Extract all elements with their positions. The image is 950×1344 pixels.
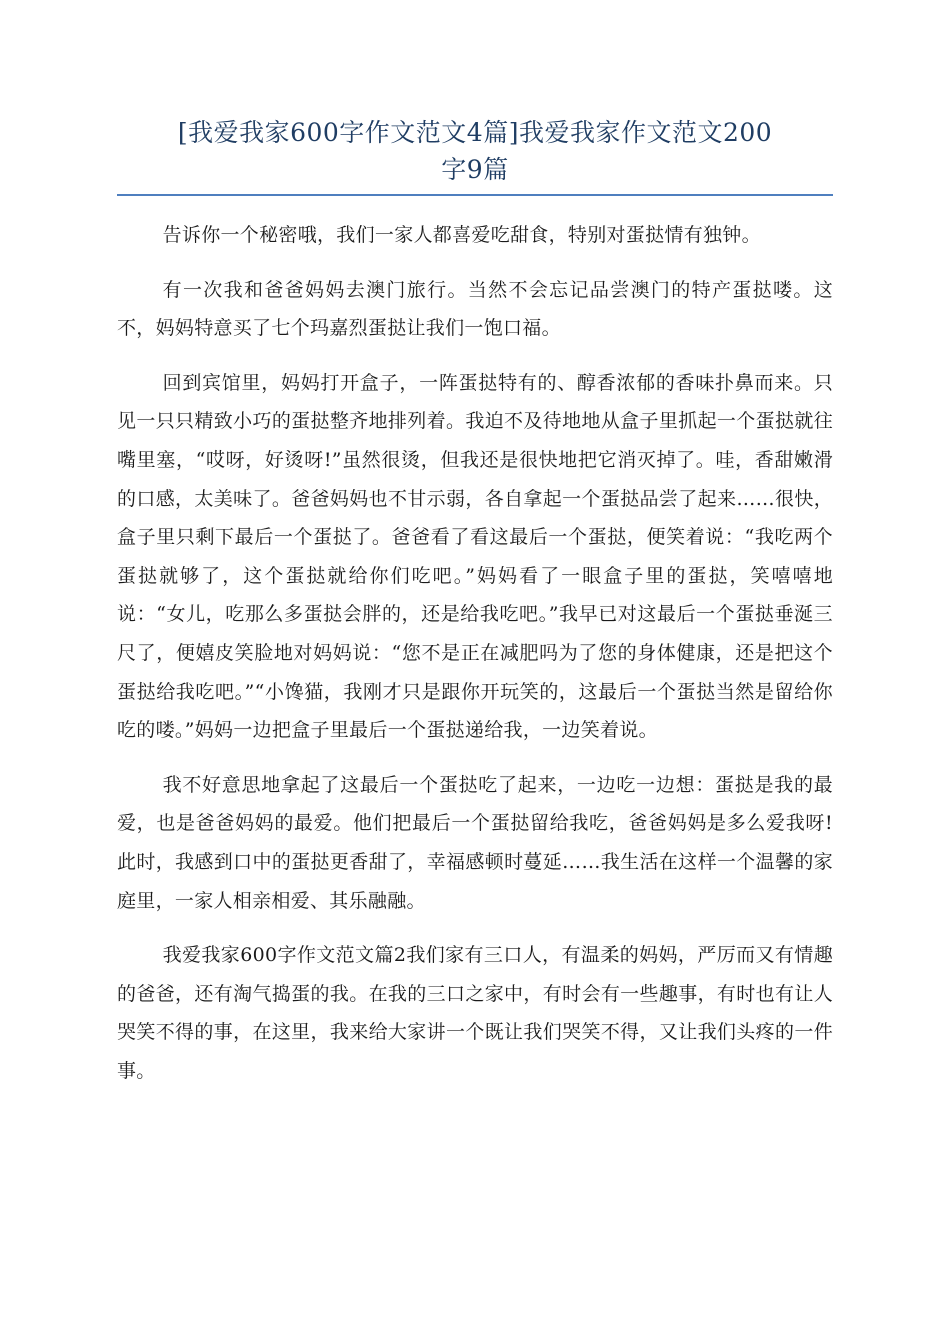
paragraph-1: 告诉你一个秘密哦，我们一家人都喜爱吃甜食，特别对蛋挞情有独钟。 <box>162 224 761 246</box>
paragraph-3: 回到宾馆里，妈妈打开盒子，一阵蛋挞特有的、醇香浓郁的香味扑鼻而来。只见一只只精致小巧的蛋挞整齐地排列着。我迫不及待地地从盒子里抓起一个蛋挞就往嘴里塞，“哎呀，好烫呀!”虽然很烫，但我还是很快地把它消灭掉了。哇，香甜嫩滑的口感，太美味了。爸爸妈妈也不甘示弱，各自拿起一个蛋挞品尝了起来……很快，盒子里只剩下最后一个蛋挞了。爸爸看了看这最后一个蛋挞，便笑着说：“我吃两个蛋挞就够了，这个蛋挞就给你们吃吧。”妈妈看了一眼盒子里的蛋挞，笑嘻嘻地说：“女儿，吃那么多蛋挞会胖的，还是给我吃吧。”我早已对这最后一个蛋挞垂涎三尺了，便嬉皮笑脸地对妈妈说：“您不是正在减肥吗为了您的身体健康，还是把这个蛋挞给我吃吧。”“小馋猫，我刚才只是跟你开玩笑的，这最后一个蛋挞当然是留给你吃的喽。”妈妈一边把盒子里最后一个蛋挞递给我，一边笑着说。 <box>117 371 833 742</box>
paragraph-4: 我不好意思地拿起了这最后一个蛋挞吃了起来，一边吃一边想：蛋挞是我的最爱，也是爸爸妈妈的最爱。他们把最后一个蛋挞留给我吃，爸爸妈妈是多么爱我呀!此时，我感到口中的蛋挞更香甜了，幸福感顿时蔓延……我生活在这样一个温馨的家庭里，一家人相亲相爱、其乐融融。 <box>117 773 833 912</box>
paragraph-5: 我爱我家600字作文范文篇2我们家有三口人，有温柔的妈妈，严厉而又有情趣的爸爸，还有淘气捣蛋的我。在我的三口之家中，有时会有一些趣事，有时也有让人哭笑不得的事，在这里，我来给大家讲一个既让我们哭笑不得，又让我们头疼的一件事。 <box>117 944 833 1082</box>
document-body <box>117 216 833 1090</box>
document-title <box>117 114 833 188</box>
title-underline-divider <box>117 194 833 196</box>
document-title-line-2: 字9篇 <box>441 155 509 184</box>
paragraph-2: 有一次我和爸爸妈妈去澳门旅行。当然不会忘记品尝澳门的特产蛋挞喽。这不，妈妈特意买了七个玛嘉烈蛋挞让我们一饱口福。 <box>117 278 833 340</box>
document-title-line-1: [我爱我家600字作文范文4篇]我爱我家作文范文200 <box>177 118 773 147</box>
